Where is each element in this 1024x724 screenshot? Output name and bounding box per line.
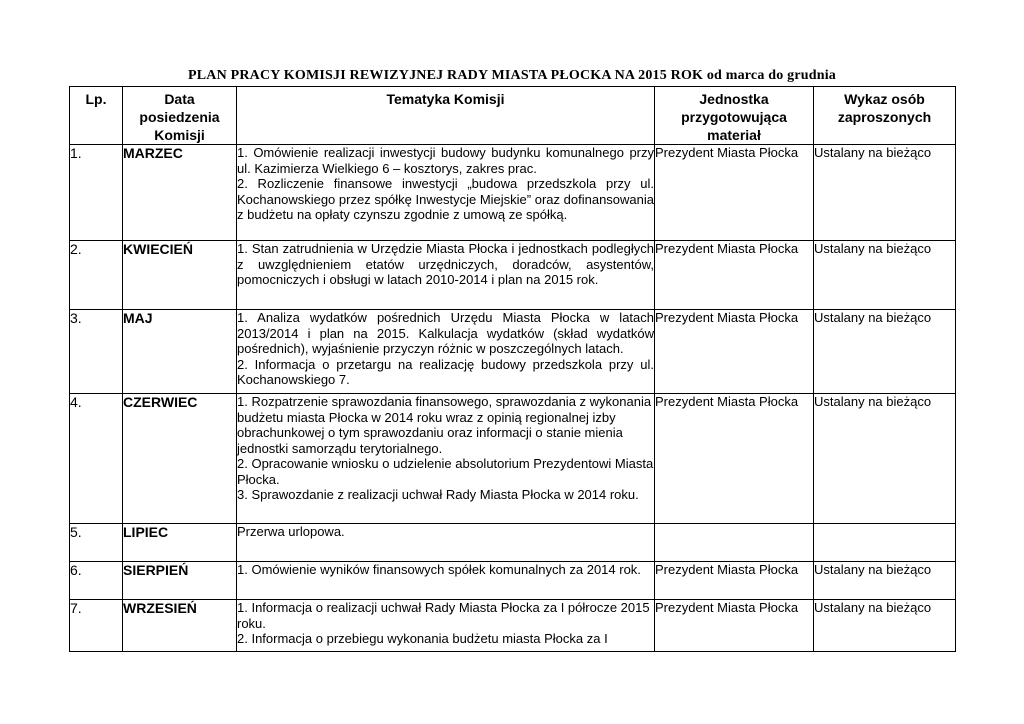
row-unit: Prezydent Miasta Płocka bbox=[655, 394, 814, 524]
row-guests: Ustalany na bieżąco bbox=[814, 310, 956, 394]
row-unit: Prezydent Miasta Płocka bbox=[655, 562, 814, 600]
row-month: LIPIEC bbox=[123, 524, 237, 562]
row-month: SIERPIEŃ bbox=[123, 562, 237, 600]
table-row bbox=[70, 394, 956, 524]
row-guests: Ustalany na bieżąco bbox=[814, 394, 956, 524]
row-topic: 1. Informacja o realizacji uchwał Rady Miasta Płocka za I półrocze 2015 roku. 2. Informacja o przebiegu wykonania budżetu miasta Płocka za I bbox=[237, 600, 655, 652]
row-topic: 1. Omówienie wyników finansowych spółek komunalnych za 2014 rok. bbox=[237, 562, 655, 600]
row-lp: 3. bbox=[70, 310, 123, 394]
row-guests bbox=[814, 524, 956, 562]
row-month: MAJ bbox=[123, 310, 237, 394]
row-topic: 1. Analiza wydatków pośrednich Urzędu Miasta Płocka w latach 2013/2014 i plan na 2015. Kalkulacja wydatków (skład wydatków pośrednich), wyjaśnienie przyczyn różnic w poszczególnych latach. 2. Informacja o przetargu na realizację budowy przedszkola przy ul. Kochanowskiego 7. bbox=[237, 310, 655, 394]
page-title: PLAN PRACY KOMISJI REWIZYJNEJ RADY MIASTA PŁOCKA NA 2015 ROK od marca do grudnia bbox=[188, 68, 836, 83]
row-topic: Przerwa urlopowa. bbox=[237, 524, 655, 562]
header-lp: Lp. bbox=[70, 87, 123, 145]
row-lp: 5. bbox=[70, 524, 123, 562]
row-guests: Ustalany na bieżąco bbox=[814, 241, 956, 310]
row-month: KWIECIEŃ bbox=[123, 241, 237, 310]
row-lp: 1. bbox=[70, 145, 123, 241]
row-lp: 6. bbox=[70, 562, 123, 600]
plan-table bbox=[69, 86, 956, 652]
row-unit: Prezydent Miasta Płocka bbox=[655, 145, 814, 241]
row-unit bbox=[655, 524, 814, 562]
row-topic: 1. Omówienie realizacji inwestycji budowy budynku komunalnego przy ul. Kazimierza Wielkiego 6 – kosztorys, zakres prac. 2. Rozliczenie finansowe inwestycji „budowa przedszkola przy ul. Kochanowskiego przez spółkę Inwestycje Miejskie” oraz dofinansowania z budżetu na opłaty czynszu zgodnie z umową ze spółką. bbox=[237, 145, 655, 241]
header-topic: Tematyka Komisji bbox=[237, 87, 655, 145]
row-month: WRZESIEŃ bbox=[123, 600, 237, 652]
row-guests: Ustalany na bieżąco bbox=[814, 145, 956, 241]
row-lp: 4. bbox=[70, 394, 123, 524]
row-topic: 1. Stan zatrudnienia w Urzędzie Miasta Płocka i jednostkach podległych z uwzględnieniem etatów urzędniczych, doradców, asystentów, pomocniczych i obsługi w latach 2010-2014 i plan na 2015 rok. bbox=[237, 241, 655, 310]
table-row bbox=[70, 524, 956, 562]
row-unit: Prezydent Miasta Płocka bbox=[655, 310, 814, 394]
table-row bbox=[70, 241, 956, 310]
row-unit: Prezydent Miasta Płocka bbox=[655, 241, 814, 310]
header-date: Data posiedzenia Komisji bbox=[123, 87, 237, 145]
row-month: CZERWIEC bbox=[123, 394, 237, 524]
row-topic: 1. Rozpatrzenie sprawozdania finansowego, sprawozdania z wykonania budżetu miasta Płocka w 2014 roku wraz z opinią regionalnej izby obrachunkowej o tym sprawozdaniu oraz informacji o stanie mienia jednostki samorządu terytorialnego. 2. Opracowanie wniosku o udzielenie absolutorium Prezydentowi Miasta Płocka. 3. Sprawozdanie z realizacji uchwał Rady Miasta Płocka w 2014 roku. bbox=[237, 394, 655, 524]
table-row bbox=[70, 145, 956, 241]
table-row bbox=[70, 310, 956, 394]
row-guests: Ustalany na bieżąco bbox=[814, 562, 956, 600]
table-row bbox=[70, 562, 956, 600]
row-guests: Ustalany na bieżąco bbox=[814, 600, 956, 652]
table-row bbox=[70, 600, 956, 652]
header-row bbox=[70, 87, 956, 145]
row-lp: 7. bbox=[70, 600, 123, 652]
row-unit: Prezydent Miasta Płocka bbox=[655, 600, 814, 652]
header-unit: Jednostka przygotowująca materiał bbox=[655, 87, 814, 145]
header-guests: Wykaz osób zaproszonych bbox=[814, 87, 956, 145]
row-month: MARZEC bbox=[123, 145, 237, 241]
row-lp: 2. bbox=[70, 241, 123, 310]
